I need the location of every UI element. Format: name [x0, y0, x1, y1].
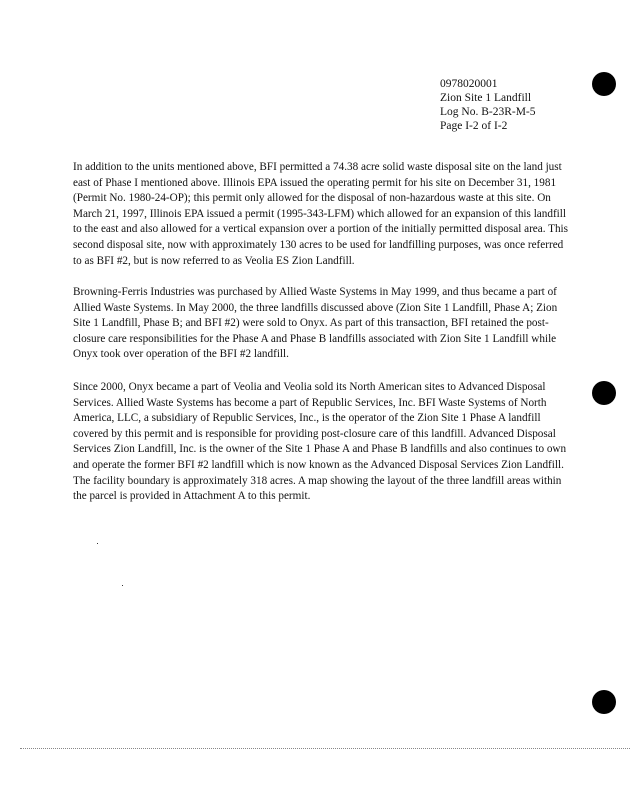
doc-number: 0978020001	[440, 78, 498, 90]
site-name: Zion Site 1 Landfill	[440, 92, 532, 104]
page-number: Page I-2 of I-2	[440, 120, 508, 132]
scan-artifact-line	[20, 748, 630, 751]
paragraph-bfi-permit: In addition to the units mentioned above, BFI permitted a 74.38 acre solid waste disposal site on the land just east of Phase I mentioned above. Illinois EPA issued the operating permit for his site on December 31, 1981 (Permit No. 1980-24-OP); this permit only allowed for the disposal of non-hazardous waste at this site. On March 21, 1997, Illinois EPA issued a permit (1995-343-LFM) which allowed for an expansion of this landfill to the east and also allowed for a vertical expansion over a portion of the initially permitted disposal area. This second disposal site, now with approximately 130 acres to be used for landfilling purposes, was once referred to as BFI #2, but is now referred to as Veolia ES Zion Landfill.	[73, 161, 569, 267]
punch-hole-top	[592, 72, 616, 96]
punch-hole-middle	[592, 381, 616, 405]
scan-speck	[97, 543, 98, 544]
paragraph-veolia-onyx: Since 2000, Onyx became a part of Veolia and Veolia sold its North American sites to Advanced Disposal Services. Allied Waste Systems has become a part of Republic Services, Inc. BFI Waste Systems of North America, LLC, a subsidiary of Republic Services, Inc., is the operator of the Zion Site 1 Phase A landfill covered by this permit and is responsible for providing post-closure care of this landfill. Advanced Disposal Services Zion Landfill, Inc. is the owner of the Site 1 Phase A and Phase B landfills and also continues to own and operate the former BFI #2 landfill which is now known as the Advanced Disposal Services Zion Landfill. The facility boundary is approximately 318 acres. A map showing the layout of the three landfill areas within the parcel is provided in Attachment A to this permit.	[73, 381, 567, 503]
log-number: Log No. B-23R-M-5	[440, 106, 536, 118]
scan-speck	[122, 585, 123, 586]
punch-hole-bottom	[592, 690, 616, 714]
paragraph-allied-waste: Browning-Ferris Industries was purchased by Allied Waste Systems in May 1999, and thus became a part of Allied Waste Systems. In May 2000, the three landfills discussed above (Zion Site 1 Landfill, Phase A; Zion Site 1 Landfill, Phase B; and BFI #2) were sold to Onyx. As part of this transaction, BFI retained the post-closure care responsibilities for the Phase A and Phase B landfills associated with Zion Site 1 Landfill while Onyx took over operation of the BFI #2 landfill.	[73, 286, 558, 361]
document-header	[440, 77, 536, 133]
